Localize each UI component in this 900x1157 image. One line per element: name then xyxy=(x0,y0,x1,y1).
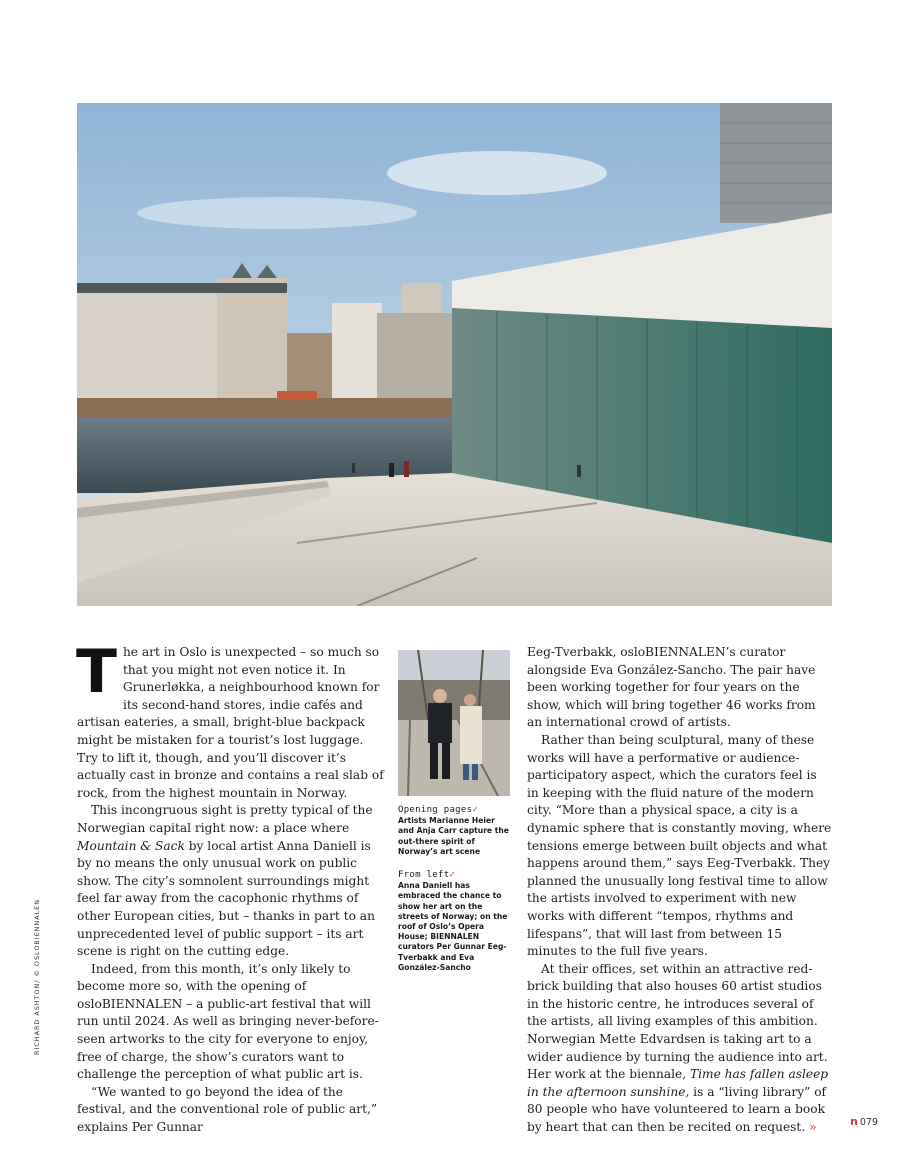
artwork-title: Mountain & Sack xyxy=(77,838,185,853)
article-column-2 xyxy=(527,644,832,1137)
paragraph: “We wanted to go beyond the idea of the festival, and the conventional role of public art,” explains Per Gunnar xyxy=(77,1084,378,1135)
hero-photo xyxy=(77,103,832,606)
artwork-title: Time has fallen asleep in the afternoon sunshine, xyxy=(527,1067,829,1099)
paragraph-text: he art in Oslo is unexpected – so much so that you might not even notice it. In Grunerløkka, a neighbourhood known for its second-hand stores, indie cafés and artisan eateries, a small, bright-blue backpack might be mistaken for a tourist’s lost luggage. Try to lift it, though, and you’ll discover it’s actually cast in bronze and contains a real slab of rock, from the highest mountain in Norway. xyxy=(77,645,384,800)
caption-opening-pages xyxy=(398,805,513,857)
caption-heading: From left✓ xyxy=(398,870,456,880)
page-folio xyxy=(850,1115,878,1128)
drop-cap: T xyxy=(76,637,117,707)
caption-from-left xyxy=(398,870,513,973)
page-number: 079 xyxy=(859,1117,878,1128)
photo-credit: RICHARD ASHTON/ © OSLOBIENNALEN xyxy=(33,899,41,1055)
brand-mark: n xyxy=(850,1115,858,1128)
paragraph xyxy=(76,637,384,802)
paragraph: Indeed, from this month, it’s only likely to become more so, with the opening of osloBIENNALEN – a public-art festival that will run until 2024. As well as bringing never-before-seen artworks to the city for everyone to enjoy, free of charge, the show’s curators want to challenge the perception of what public art is. xyxy=(77,961,379,1082)
caption-text: Anna Daniell has embraced the chance to show her art on the streets of Norway; on the roof of Oslo’s Opera House; BIENNALEN curators Per Gunnar Eeg-Tverbakk and Eva González-Sancho xyxy=(398,881,508,972)
paragraph-text: is a “living library” of 80 people who have volunteered to learn a book by heart that can then be recited on request. xyxy=(527,1084,827,1135)
paragraph xyxy=(77,802,384,960)
paragraph: Rather than being sculptural, many of these works will have a performative or audience-participatory aspect, which the curators feel is in keeping with the fluid nature of the modern city. “More than a physical space, a city is a dynamic sphere that is constantly moving, where tensions emerge between built objects and what happens around them,” says Eeg-Tverbakk. They planned the unusually long festival time to allow the artists involved to experiment with new works with different “tempos, rhythms and lifespans”, that will last from between 15 minutes to the full five years. xyxy=(527,732,832,959)
paragraph xyxy=(527,961,832,1137)
paragraph-text: This incongruous sight is pretty typical of the Norwegian capital right now: a place where xyxy=(77,803,373,835)
caption-text: Artists Marianne Heier and Anja Carr capture the out-there spirit of Norway’s art scene xyxy=(398,816,509,856)
paragraph-text: At their offices, set within an attractive red-brick building that also houses 60 artist studios in the historic centre, he introduces several of the artists, all living examples of this ambition. Norwegian Mette Edvardsen is taking art to a wider audience by turning the audience into art. Her work at the biennale, xyxy=(527,961,828,1082)
continue-arrow-icon: » xyxy=(809,1120,817,1135)
caption-tick-icon: ✓ xyxy=(472,805,479,815)
caption-tick-icon: ✓ xyxy=(449,870,456,880)
paragraph: Eeg-Tverbakk, osloBIENNALEN’s curator alongside Eva González-Sancho. The pair have been working together for four years on the show, which will bring together 46 works from an international crowd of artists. xyxy=(527,645,816,730)
caption-heading: Opening pages✓ xyxy=(398,805,479,815)
article-column-1 xyxy=(76,637,384,1137)
paragraph-text: by local artist Anna Daniell is by no means the only unusual work on public show. The city’s somnolent surroundings might feel far away from the cacophonic rhythms of other European cities, but – thanks in part to an unprecedented level of public support – its art scene is right on the cutting edge. xyxy=(77,838,375,959)
curators-photo xyxy=(398,650,510,796)
